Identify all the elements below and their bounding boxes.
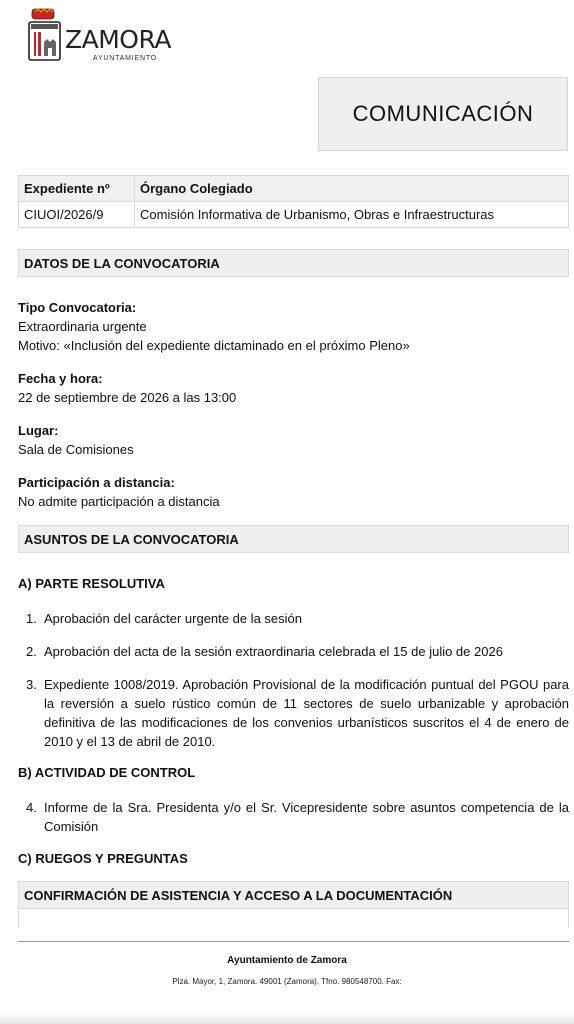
- motivo-text: Motivo: «Inclusión del expediente dictaminado en el próximo Pleno»: [18, 338, 410, 353]
- item-number: 4.: [26, 800, 37, 815]
- actividad-control-heading: B) ACTIVIDAD DE CONTROL: [18, 765, 196, 780]
- logo-subtitle: AYUNTAMIENTO: [93, 55, 158, 62]
- lugar-value: Sala de Comisiones: [18, 442, 134, 457]
- logo-wordmark: ZAMORA: [65, 25, 171, 54]
- table-row: [19, 202, 569, 228]
- participacion-label: Participación a distancia:: [18, 475, 175, 490]
- tipo-label: Tipo Convocatoria:: [18, 300, 137, 315]
- document-type-title: COMUNICACIÓN: [352, 101, 534, 126]
- page-edge: [0, 1012, 574, 1024]
- tipo-value: Extraordinaria urgente: [18, 319, 147, 334]
- item-text: Aprobación del carácter urgente de la sesión: [44, 611, 302, 626]
- confirmacion-section-header: [18, 881, 569, 909]
- list-item: [26, 798, 569, 836]
- item-number: 2.: [26, 644, 37, 659]
- asuntos-section-header: [18, 525, 569, 553]
- coat-of-arms-icon: [27, 8, 63, 64]
- document-type-box: [318, 77, 568, 151]
- item-text: Aprobación del acta de la sesión extraordinaria celebrada el 15 de julio de 2026: [44, 644, 503, 659]
- expediente-value: CIUOI/2026/9: [19, 202, 135, 228]
- confirmacion-box-body: [18, 908, 569, 928]
- fecha-label: Fecha y hora:: [18, 371, 103, 386]
- list-item: [26, 675, 569, 751]
- expediente-table: [18, 175, 569, 228]
- parte-resolutiva-heading: A) PARTE RESOLUTIVA: [18, 576, 165, 591]
- asuntos-section-title: ASUNTOS DE LA CONVOCATORIA: [24, 531, 239, 547]
- item-text: Informe de la Sra. Presidenta y/o el Sr. Vicepresidente sobre asuntos competencia de la Comisión: [44, 800, 569, 834]
- list-item: [26, 642, 569, 661]
- zamora-logo: [27, 8, 187, 66]
- footer-org: Ayuntamiento de Zamora: [227, 955, 347, 966]
- fecha-value: 22 de septiembre de 2026 a las 13:00: [18, 390, 237, 405]
- item-number: 3.: [26, 677, 37, 692]
- ruegos-preguntas-heading: C) RUEGOS Y PREGUNTAS: [18, 851, 188, 866]
- footer-divider: [18, 941, 569, 942]
- table-header-row: [19, 176, 569, 202]
- footer-address: Plza. Mayor, 1, Zamora. 49001 (Zamora). Tfno. 980548700. Fax:: [172, 977, 402, 986]
- lugar-label: Lugar:: [18, 423, 59, 438]
- item-number: 1.: [26, 611, 37, 626]
- datos-section-header: [18, 249, 569, 277]
- datos-section-title: DATOS DE LA CONVOCATORIA: [24, 255, 220, 271]
- list-item: [26, 609, 569, 628]
- organo-header: Órgano Colegiado: [135, 176, 569, 202]
- item-text: Expediente 1008/2019. Aprobación Provisional de la modificación puntual del PGOU para la reversión a suelo rústico común de 11 sectores de suelo urbanizable y aprobación definitiva de las modificaciones de los convenios urbanísticos suscritos el 4 de enero de 2010 y el 13 de abril de 2010.: [44, 677, 569, 749]
- expediente-header: Expediente nº: [19, 176, 135, 202]
- organo-value: Comisión Informativa de Urbanismo, Obras e Infraestructuras: [135, 202, 569, 228]
- confirmacion-section-title: CONFIRMACIÓN DE ASISTENCIA Y ACCESO A LA DOCUMENTACIÓN: [24, 887, 453, 903]
- participacion-value: No admite participación a distancia: [18, 494, 220, 509]
